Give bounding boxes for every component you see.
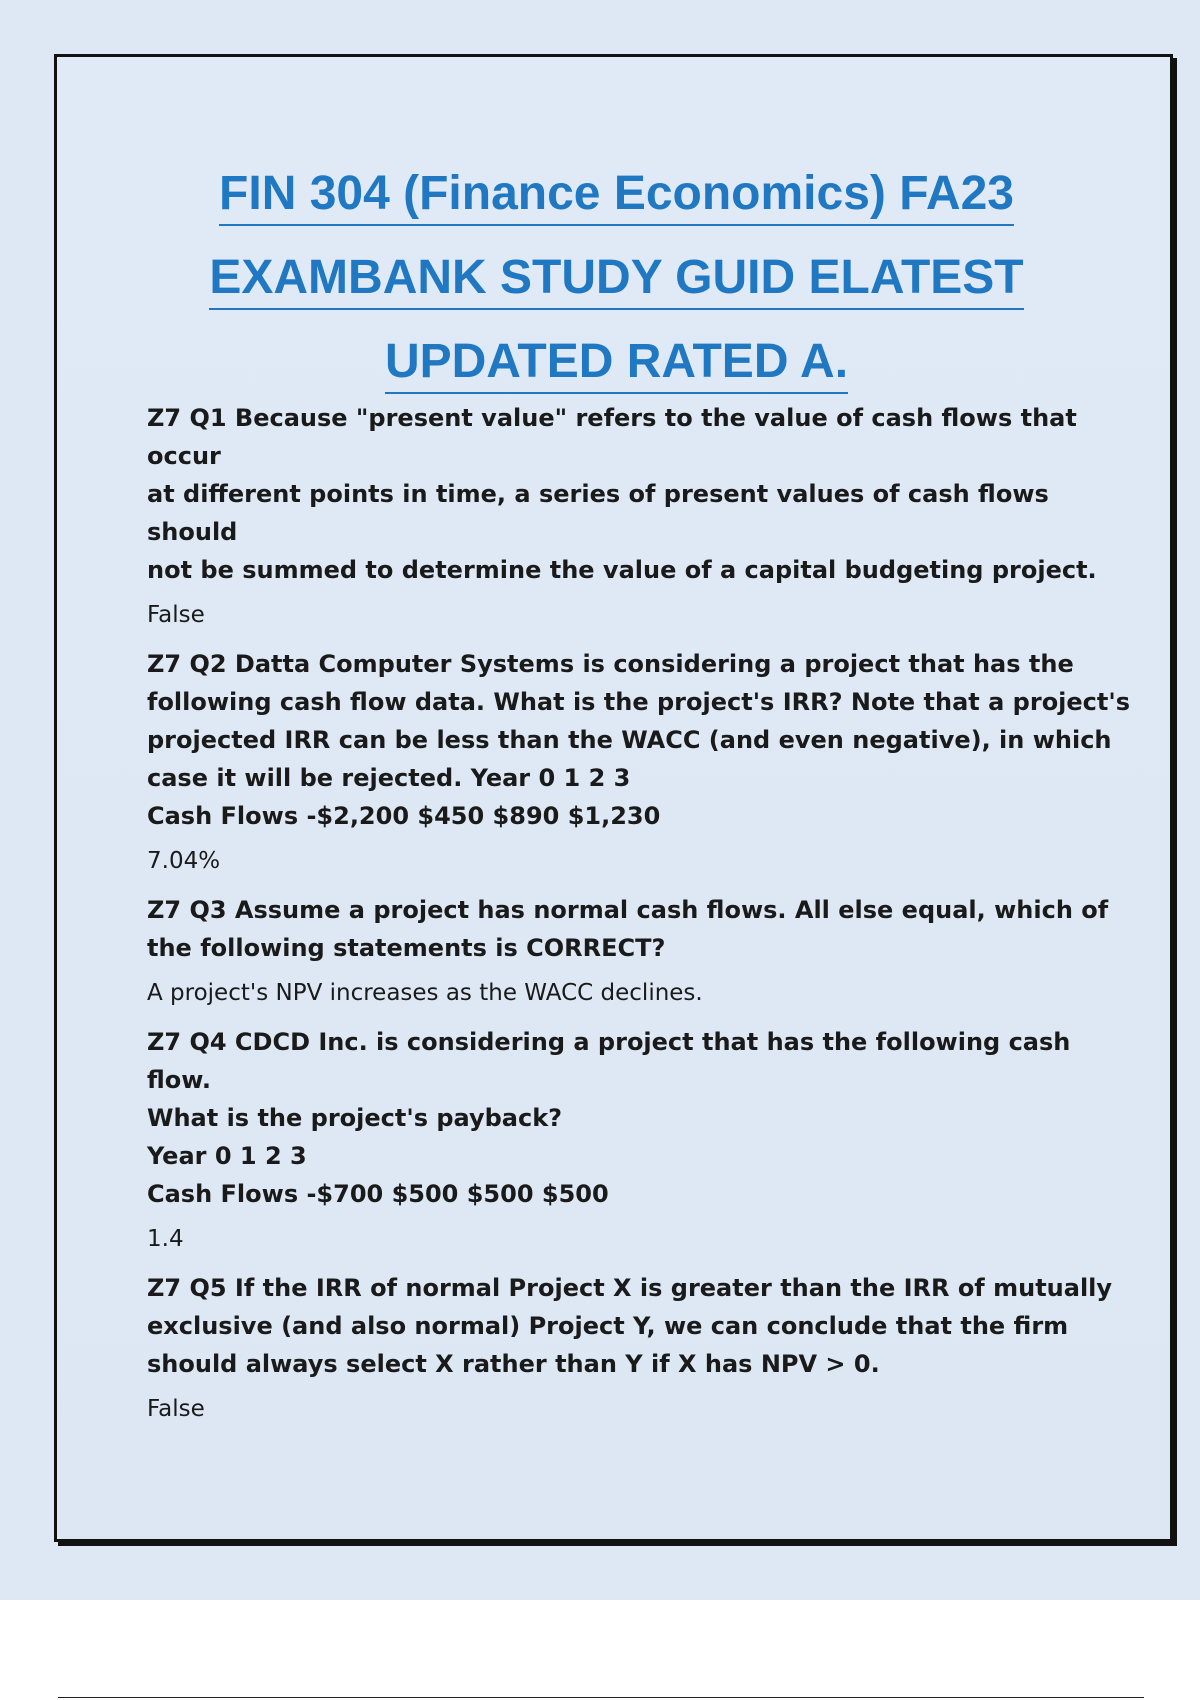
answer-3: A project's NPV increases as the WACC declines.: [147, 980, 703, 1006]
title-line-2: EXAMBANK STUDY GUID ELATEST: [209, 248, 1023, 310]
answer-4: 1.4: [147, 1226, 184, 1252]
answer-1: False: [147, 602, 205, 628]
question-5-line-3: should always select X rather than Y if X has NPV > 0.: [147, 1350, 880, 1378]
qa-item-3: [147, 891, 1137, 1011]
qa-item-5: [147, 1269, 1137, 1427]
question-2-line-1: Z7 Q2 Datta Computer Systems is considering a project that has the: [147, 650, 1074, 678]
question-5-line-2: exclusive (and also normal) Project Y, we can conclude that the firm: [147, 1312, 1069, 1340]
question-1-line-1: Z7 Q1 Because "present value" refers to the value of cash flows that occur: [147, 404, 1077, 470]
answer-2: 7.04%: [147, 848, 221, 874]
qa-item-1: [147, 399, 1137, 633]
question-4-line-2: What is the project's payback?: [147, 1104, 563, 1132]
question-4-line-1: Z7 Q4 CDCD Inc. is considering a project that has the following cash flow.: [147, 1028, 1071, 1094]
question-4: [147, 1023, 1137, 1213]
title-line-1: FIN 304 (Finance Economics) FA23: [219, 164, 1014, 226]
title-line-3: UPDATED RATED A.: [385, 332, 848, 394]
question-1-line-2: at different points in time, a series of present values of cash flows should: [147, 480, 1049, 546]
question-2: [147, 645, 1137, 835]
question-list: [147, 399, 1137, 1439]
document-title: [57, 153, 1176, 405]
question-2-line-5: Cash Flows -$2,200 $450 $890 $1,230: [147, 802, 661, 830]
qa-item-4: [147, 1023, 1137, 1257]
question-3-line-1: Z7 Q3 Assume a project has normal cash flows. All else equal, which of: [147, 896, 1109, 924]
question-1: [147, 399, 1137, 589]
answer-5: False: [147, 1396, 205, 1422]
qa-item-2: [147, 645, 1137, 879]
question-4-line-4: Cash Flows -$700 $500 $500 $500: [147, 1180, 609, 1208]
question-3: [147, 891, 1137, 967]
question-3-line-2: the following statements is CORRECT?: [147, 934, 666, 962]
footer-divider: [58, 1697, 1144, 1698]
question-5-line-1: Z7 Q5 If the IRR of normal Project X is greater than the IRR of mutually: [147, 1274, 1113, 1302]
question-1-line-3: not be summed to determine the value of a capital budgeting project.: [147, 556, 1097, 584]
question-2-line-2: following cash flow data. What is the project's IRR? Note that a project's: [147, 688, 1131, 716]
question-2-line-3: projected IRR can be less than the WACC (and even negative), in which: [147, 726, 1112, 754]
document-page: [54, 54, 1173, 1542]
question-2-line-4: case it will be rejected. Year 0 1 2 3: [147, 764, 631, 792]
question-4-line-3: Year 0 1 2 3: [147, 1142, 307, 1170]
question-5: [147, 1269, 1137, 1383]
